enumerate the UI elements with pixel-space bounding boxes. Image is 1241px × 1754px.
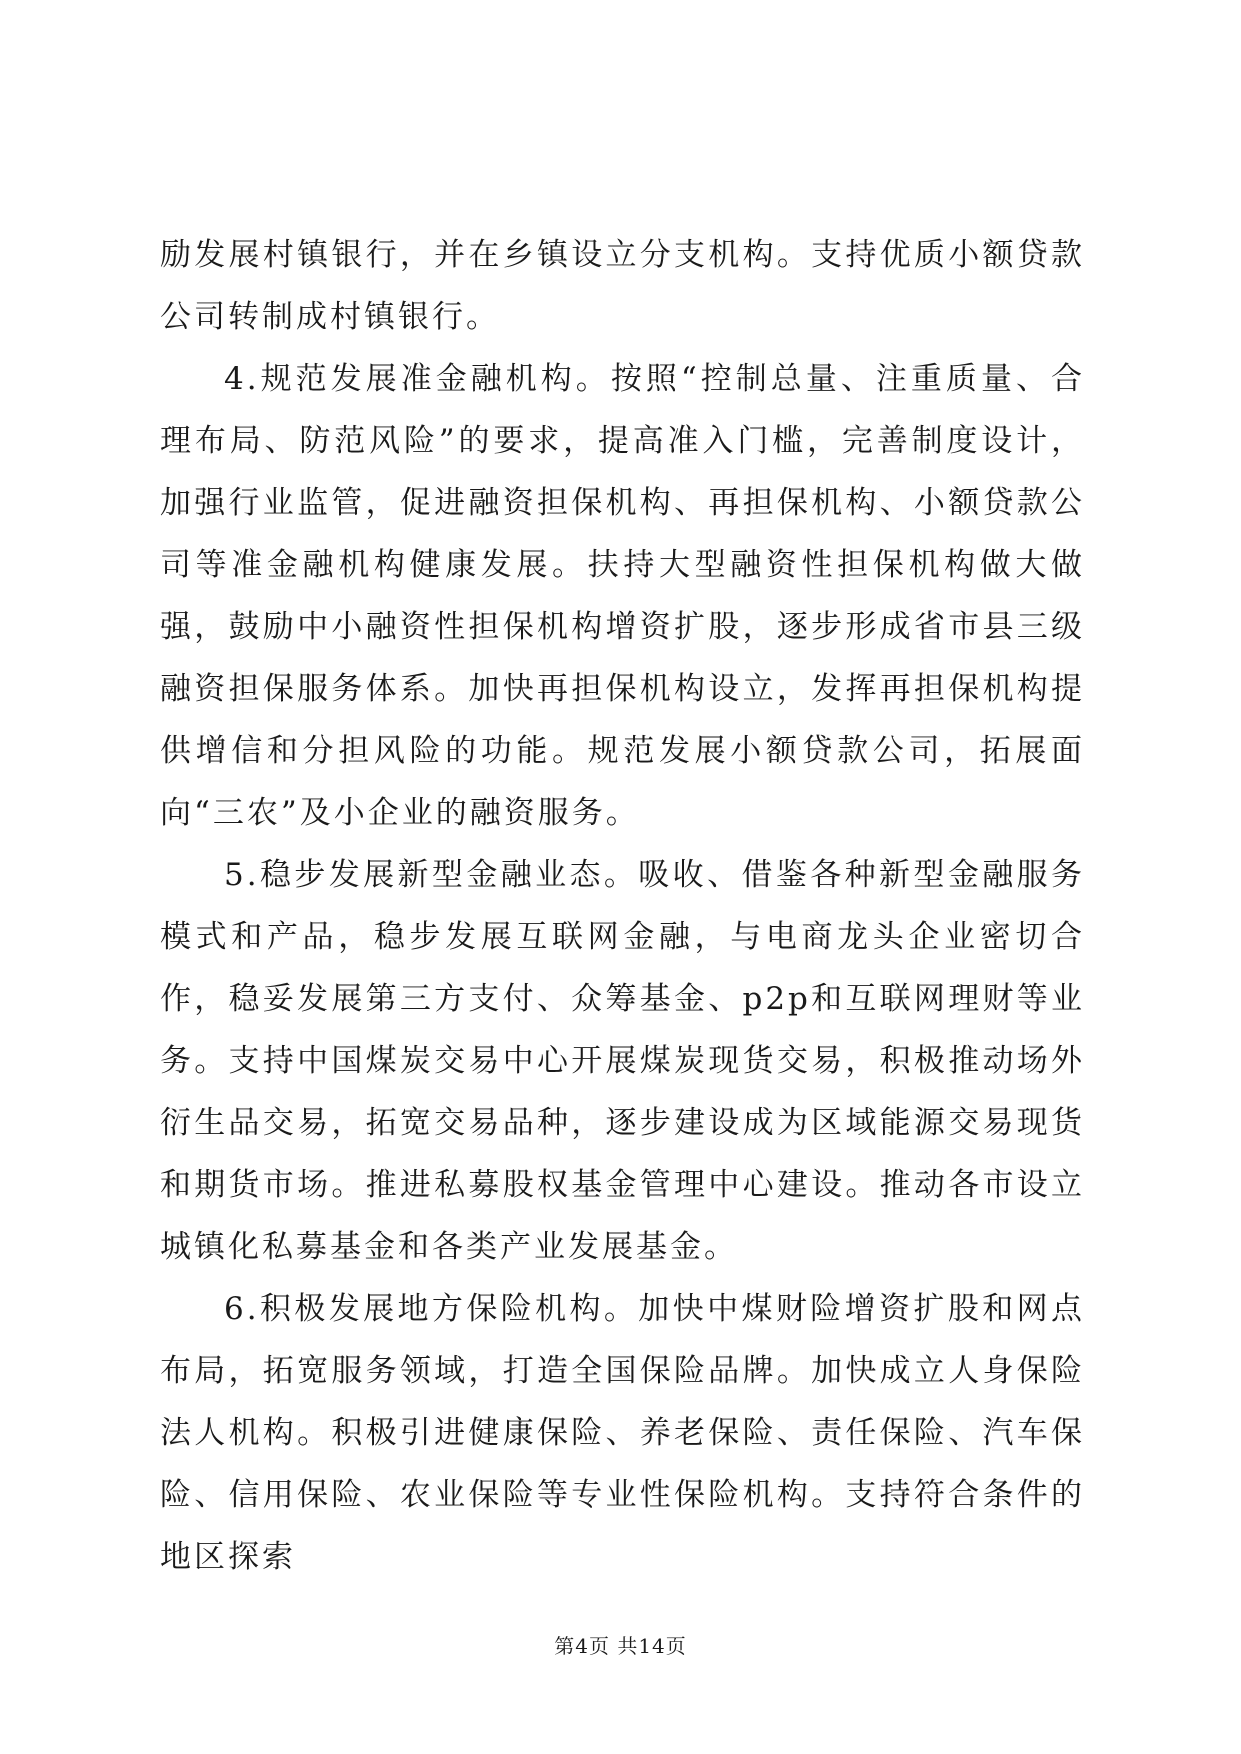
paragraph-continuation: 励发展村镇银行，并在乡镇设立分支机构。支持优质小额贷款公司转制成村镇银行。 xyxy=(160,237,1085,335)
paragraph-item-5: 5.稳步发展新型金融业态。吸收、借鉴各种新型金融服务模式和产品，稳步发展互联网金融，与电商龙头企业密切合作，稳妥发展第三方支付、众筹基金、p2p和互联网理财等业务。支持中国煤炭交易中心开展煤炭现货交易，积极推动场外衍生品交易，拓宽交易品种，逐步建设成为区域能源交易现货和期货市场。推进私募股权基金管理中心建设。推动各市设立城镇化私募基金和各类产业发展基金。 xyxy=(160,857,1085,1265)
page-footer: 第4页 共14页 xyxy=(554,1634,687,1658)
paragraph-item-6: 6.积极发展地方保险机构。加快中煤财险增资扩股和网点布局，拓宽服务领域，打造全国保险品牌。加快成立人身保险法人机构。积极引进健康保险、养老保险、责任保险、汽车保险、信用保险、农业保险等专业性保险机构。支持符合条件的地区探索 xyxy=(160,1291,1085,1575)
paragraph-item-4: 4.规范发展准金融机构。按照“控制总量、注重质量、合理布局、防范风险”的要求，提高准入门槛，完善制度设计，加强行业监管，促进融资担保机构、再担保机构、小额贷款公司等准金融机构健康发展。扶持大型融资性担保机构做大做强，鼓励中小融资性担保机构增资扩股，逐步形成省市县三级融资担保服务体系。加快再担保机构设立，发挥再担保机构提供增信和分担风险的功能。规范发展小额贷款公司，拓展面向“三农”及小企业的融资服务。 xyxy=(160,361,1085,831)
document-body xyxy=(160,224,1085,1588)
